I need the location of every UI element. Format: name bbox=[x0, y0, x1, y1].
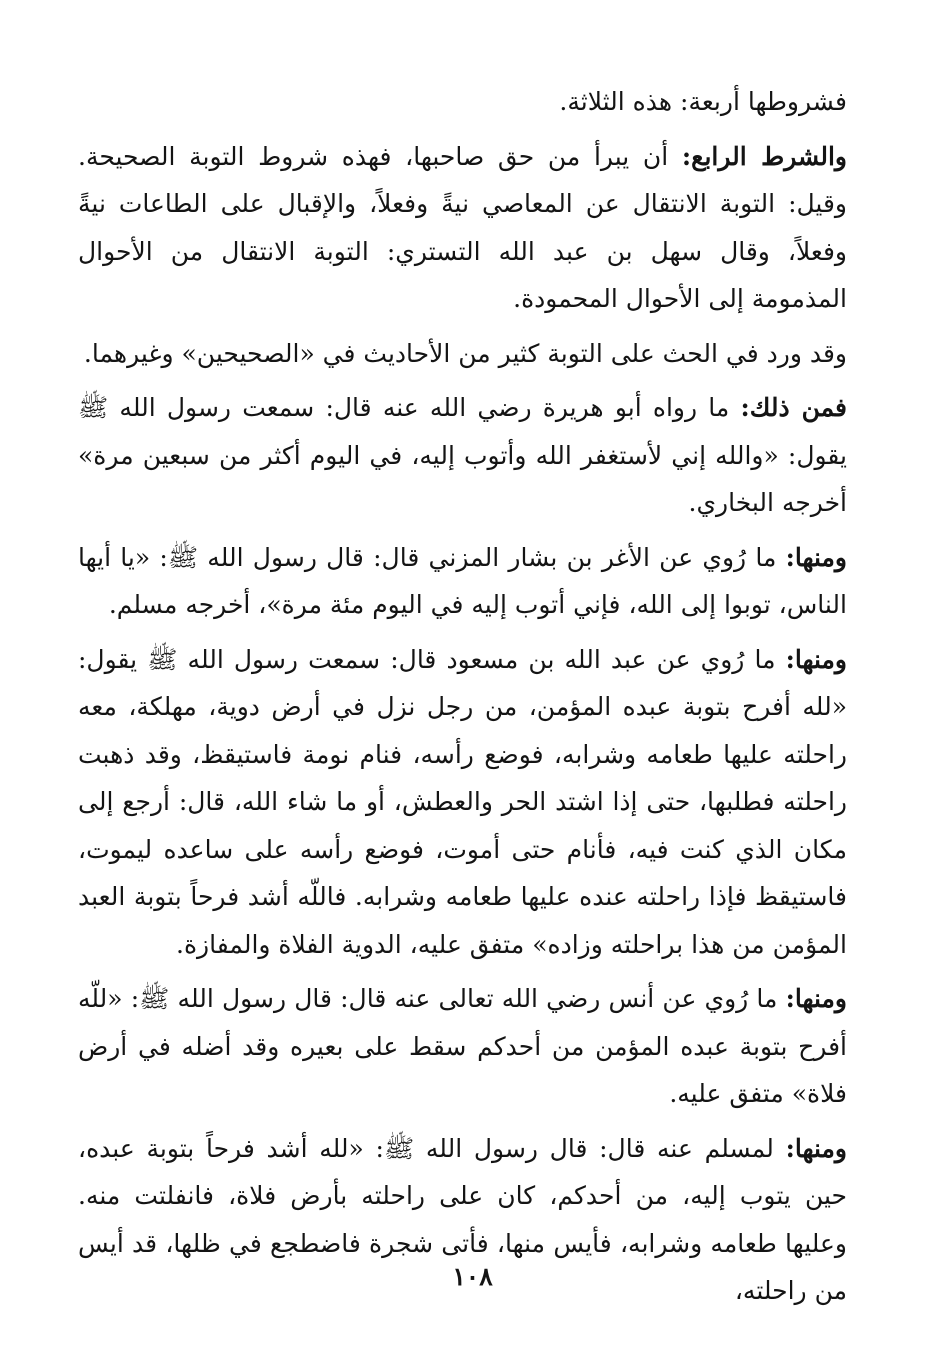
paragraph-al-agharr bbox=[78, 534, 847, 629]
paragraph-text: وقد ورد في الحث على التوبة كثير من الأحاديث في «الصحيحين» وغيرهما. bbox=[83, 338, 847, 368]
paragraph-lead: ومنها: bbox=[785, 984, 847, 1013]
paragraph-hadith-intro bbox=[78, 330, 847, 378]
paragraph-text: فشروطها أربعة: هذه الثلاثة. bbox=[559, 87, 847, 116]
paragraph-conditions-count bbox=[78, 78, 847, 126]
paragraph-text: ما رواه أبو هريرة رضي الله عنه قال: سمعت رسول الله ﷺ يقول: «والله إني لأستغفر الله وأتوب إليه، في اليوم أكثر من سبعين مرة» أخرجه البخاري. bbox=[78, 393, 847, 517]
paragraph-lead: فمن ذلك: bbox=[740, 393, 847, 422]
paragraph-text: أن يبرأ من حق صاحبها، فهذه شروط التوبة الصحيحة. وقيل: التوبة الانتقال عن المعاصي نيةً وفعلاً، والإقبال على الطاعات نيةً وفعلاً، وقال سهل بن عبد الله التستري: التوبة الانتقال من الأحوال المذمومة إلى الأحوال المحمودة. bbox=[78, 141, 847, 313]
paragraph-text: ما رُوي عن أنس رضي الله تعالى عنه قال: قال رسول الله ﷺ: «للّه أفرح بتوبة عبده المؤمن من أحدكم سقط على بعيره وقد أضله في أرض فلاة» متفق عليه. bbox=[78, 984, 847, 1108]
paragraph-abu-hurairah bbox=[78, 384, 847, 527]
page-number: ١٠٨ bbox=[452, 1262, 493, 1291]
paragraph-lead: والشرط الرابع: bbox=[681, 141, 847, 171]
paragraph-lead: ومنها: bbox=[785, 542, 847, 572]
paragraph-lead: ومنها: bbox=[785, 1133, 847, 1163]
paragraph-lead: ومنها: bbox=[785, 644, 847, 674]
paragraph-text: ما رُوي عن الأغر بن بشار المزني قال: قال رسول الله ﷺ: «يا أيها الناس، توبوا إلى الله، فإني أتوب إليه في اليوم مئة مرة»، أخرجه مسلم. bbox=[78, 542, 847, 619]
paragraph-text: ما رُوي عن عبد الله بن مسعود قال: سمعت رسول الله ﷺ يقول: «لله أفرح بتوبة عبده المؤمن، من رجل نزل في أرض دوية، مهلكة، معه راحلته عليها طعامه وشرابه، فوضع رأسه، فنام نومة فاستيقظ، وقد ذهبت راحلته فطلبها، حتى إذا اشتد الحر والعطش، أو ما شاء الله، قال: أرجع إلى مكان الذي كنت فيه، فأنام حتى أموت، فوضع رأسه على ساعده ليموت، فاستيقظ فإذا راحلته عنده عليها طعامه وشرابه. فاللّه أشد فرحاً بتوبة العبد المؤمن من هذا براحلته وزاده» متفق عليه، الدوية الفلاة والمفازة. bbox=[78, 644, 847, 959]
paragraph-anas bbox=[78, 975, 847, 1118]
paragraph-text: لمسلم عنه قال: قال رسول الله ﷺ: «لله أشد فرحاً بتوبة عبده، حين يتوب إليه، من أحدكم، كان على راحلته بأرض فلاة، فانفلتت منه. وعليها طعامه وشرابه، فأيس منها، فأتى شجرة فاضطجع في ظلها، قد أيس من راحلته، bbox=[78, 1133, 847, 1305]
paragraph-fourth-condition bbox=[78, 133, 847, 323]
paragraph-ibn-masud bbox=[78, 636, 847, 969]
